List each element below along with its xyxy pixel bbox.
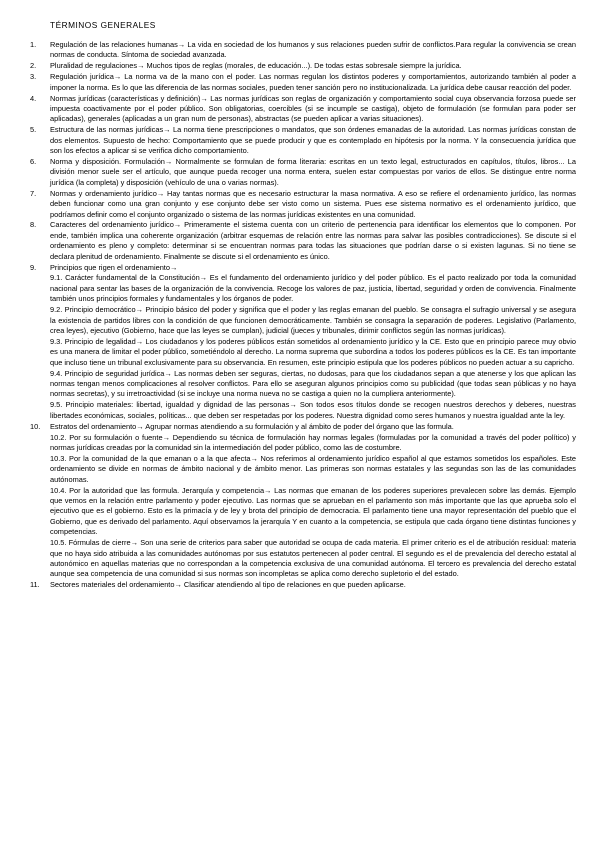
list-item [0, 220, 600, 262]
item-text: 10.3. Por la comunidad de la que emanan o a la que afecta→ Nos referimos al ordenamiento jurídico español al que estamos sometidos los españoles. Este ordenamiento se divide en normas de ámbito nacional y de ámbito menor. Las primeras son normas estatales y las segundas son las de las comunidades autónomas. [50, 453, 576, 484]
item-text: Norma y disposición. Formulación→ Normalmente se formulan de forma literaria: escritas en un texto legal, estructurados en capítulos, títulos, libros... La división menor suele ser el artículo, que aunque pueda recoger una norma entera, suelen estar compuestas por varios de ellos. Se distingue entre norma jurídica (la completa) y disposición (vehículo de una o varias normas). [50, 156, 576, 187]
item-text: Regulación de las relaciones humanas→ La vida en sociedad de los humanos y sus relaciones pueden sufrir de conflictos.Para regular la convivencia se crean normas de conducta. Síntoma de sociedad avanzada. [50, 40, 576, 60]
item-text: 9.5. Principio materiales: libertad, igualdad y dignidad de las personas→ Son todos esos títulos donde se recogen nuestros derechos y deberes, nuestras libertades económicas, sociales, políticas... que deben ser respetadas por los poderes. Nuestra dignidad como seres humanos y nuestra igualdad ante la ley. [50, 400, 576, 420]
item-number: 2. [30, 61, 37, 71]
item-text: Principios que rigen el ordenamiento→ [50, 262, 178, 272]
item-text: Normas jurídicas (características y definición)→ Las normas jurídicas son reglas de organización y comportamiento social cuya observancia forzosa puede ser impuesta coactivamente por el poder público. Son obligatorias, coercibles (si se incumple se castiga), objeto de formulación (se formulan para poder ser aplicadas), generales (aplicadas a un gran num de personas), abstractas (se pueden aplicar a varias situaciones). [50, 93, 576, 124]
sub-item [0, 454, 600, 485]
item-text: Normas y ordenamiento jurídico→ Hay tantas normas que es necesario estructurar la masa normativa. A eso se refiere el ordenamiento jurídico, las normas deben funcionar como una gran conjunto y ese conjunto debe ser visto como un sistema. Pues ese sistema normativo es el ordenamiento jurídico, que podríamos definir como el conjunto organizado o sistema de las normas jurídicas existentes en una comunidad. [50, 188, 576, 219]
item-number: 4. [30, 93, 37, 103]
document-title: TÉRMINOS GENERALES [50, 20, 156, 30]
list-item [0, 94, 600, 125]
item-number: 5. [30, 125, 37, 135]
sub-item [0, 486, 600, 538]
item-text: Sectores materiales del ordenamiento→ Clasificar atendiendo al tipo de relaciones en que pueden aplicarse. [50, 580, 406, 590]
item-text: Estructura de las normas jurídicas→ La norma tiene prescripciones o mandatos, que son órdenes emanadas de la autoridad. Las normas jurídicas constan de dos elementos. Supuesto de hecho: Comportamiento que se puede producir y que es contemplado en hipótesis por la norma. Y la consecuencia jurídica que son los efectos a aplicar si se verifica dicho comportamiento. [50, 125, 576, 156]
item-number: 6. [30, 156, 37, 166]
item-text: 9.4. Principio de seguridad jurídica→ Las normas deben ser seguras, ciertas, no dudosas, para que los ciudadanos sepan a que atenerse y los que aplican las normas tengan menos complicaciones al resolver conflictos. Para ello se aseguran algunos principios como su publicidad (que todas sean públicas y no haya normas secretas), y su irretroactividad (si se incluye una norma nueva no se castiga a quien no la cumpliera anteriormente). [50, 368, 576, 399]
item-text: Pluralidad de regulaciones→ Muchos tipos de reglas (morales, de educación...). De todas estas sobresale siempre la jurídica. [50, 61, 462, 71]
item-text: Caracteres del ordenamiento jurídico→ Primeramente el sistema cuenta con un criterio de pertenencia para identificar los elementos que lo componen. Por ende, también implica una coherente organización (arbitrar esquemas de relación entre las normas para salvar las posibles contradicciones). Se discute si el ordenamiento es pleno y completo: determinar si se encuentran normas para todas las situaciones que podrían darse o si existen lagunas. Si no tiene se declara plenitud de ordenamiento. Finalmente se discute si el ordenamiento es único. [50, 220, 576, 261]
list-item [0, 580, 600, 590]
sub-item [0, 337, 600, 368]
sub-item [0, 305, 600, 336]
sub-item [0, 273, 600, 304]
sub-item [0, 433, 600, 454]
list-item [0, 263, 600, 273]
terms-list [0, 40, 600, 591]
item-number: 3. [30, 72, 37, 82]
sub-item [0, 369, 600, 400]
list-item [0, 40, 600, 61]
list-item [0, 189, 600, 220]
item-text: Regulación jurídica→ La norma va de la mano con el poder. Las normas regulan los distintos poderes y comportamientos, autorizando también al poder a imponer la norma. Es lo que las diferencia de las normas sociales, pueden tener sanción pero no institucionalizada. La jurídica debe causar reacción del poder. [50, 72, 576, 92]
item-number: 9. [30, 262, 37, 272]
item-text: 10.4. Por la autoridad que las formula. Jerarquía y competencia→ Las normas que emanan de los poderes superiores prevalecen sobre las demás. Ejemplo que vemos en la relación entre parlamento y poder ejecutivo. Las normas que se aprueban en el parlamento son más importante que las que aprueba solo el ejecutivo que es el gobierno. Esto es la primacía y de ley y brota del principio de democracia. El parlamento tiene una mayor representación del pueblo que el Gobierno, que es derivado del parlamento. Aquí observamos la jerarquía Y en cuanto a la competencia, se estipula que cada órgano tiene distintas funciones y competencias. [50, 485, 576, 537]
item-text: 10.5. Fórmulas de cierre→ Son una serie de criterios para saber que autoridad se ocupa de cada materia. El primer criterio es el de atribución residual: materia que no haya sido atribuida a las comunidades autónomas por sus estatutos pertenecen al poder central. El segundo es el de prevalencia del derecho estatal al autonómico en aquellas materias que no correspondan a la competencia exclusiva de una comunidad autónoma. El tercero es prevalencia del derecho estatal aunque sea competencia de una comunidad si sus normas son incompletas se aplica como derecho supletorio el del estado. [50, 538, 576, 579]
list-item [0, 125, 600, 156]
item-text: 9.2. Principio democrático→ Principio básico del poder y significa que el poder y las reglas emanan del pueblo. Se consagra el sufragio universal y se asegura la existencia de partidos libres con la condición de que funcionen democráticamente. También se consagra la separación de poderes. Legislativo (Parlamento, crea leyes), ejecutivo (Gobierno, hace que las leyes se cumplan), judicial (jueces y tribunales, dirimir conflictos según las normas jurídicas). [50, 305, 576, 335]
item-number: 1. [30, 40, 37, 49]
item-number: 10. [30, 421, 41, 431]
item-text: 9.1. Carácter fundamental de la Constitución→ Es el fundamento del ordenamiento jurídico y del poder público. Es el pacto realizado por toda la comunidad nacional para sentar las bases de la organización de la convivencia. Recoge los valores de paz, justicia, libertad, seguridad y orden de convivencia. Finalmente también unos principios formales y fundamentales y los órganos de poder. [50, 273, 576, 304]
item-text: Estratos del ordenamiento→ Agrupar normas atendiendo a su formulación y al ámbito de poder del órgano que las formula. [50, 421, 454, 431]
item-number: 11. [30, 580, 40, 590]
list-item [0, 422, 600, 432]
item-number: 7. [30, 188, 37, 198]
list-item [0, 61, 600, 71]
list-item [0, 72, 600, 93]
list-item [0, 157, 600, 188]
sub-item [0, 538, 600, 580]
item-text: 10.2. Por su formulación o fuente→ Dependiendo su técnica de formulación hay normas legales (formuladas por la comunidad a través del poder político) y normas jurídicas creadas por la comunidad sin la intermediación del poder público, como las de costumbre. [50, 432, 576, 452]
item-number: 8. [30, 220, 37, 230]
item-text: 9.3. Principio de legalidad→ Los ciudadanos y los poderes públicos están sometidos al ordenamiento jurídico y la CE. Esto que en principio parece muy obvio es una manera de limitar el poder público, sometiéndolo al derecho. La norma suprema que subordina a todos los poderes públicos es la CE. Es tan importante que incluso tiene un tribunal exclusivamente para su observancia. En resumen, este principio estipula que los poderes públicos no pueden actuar a su capricho. [50, 336, 576, 367]
sub-item [0, 400, 600, 421]
